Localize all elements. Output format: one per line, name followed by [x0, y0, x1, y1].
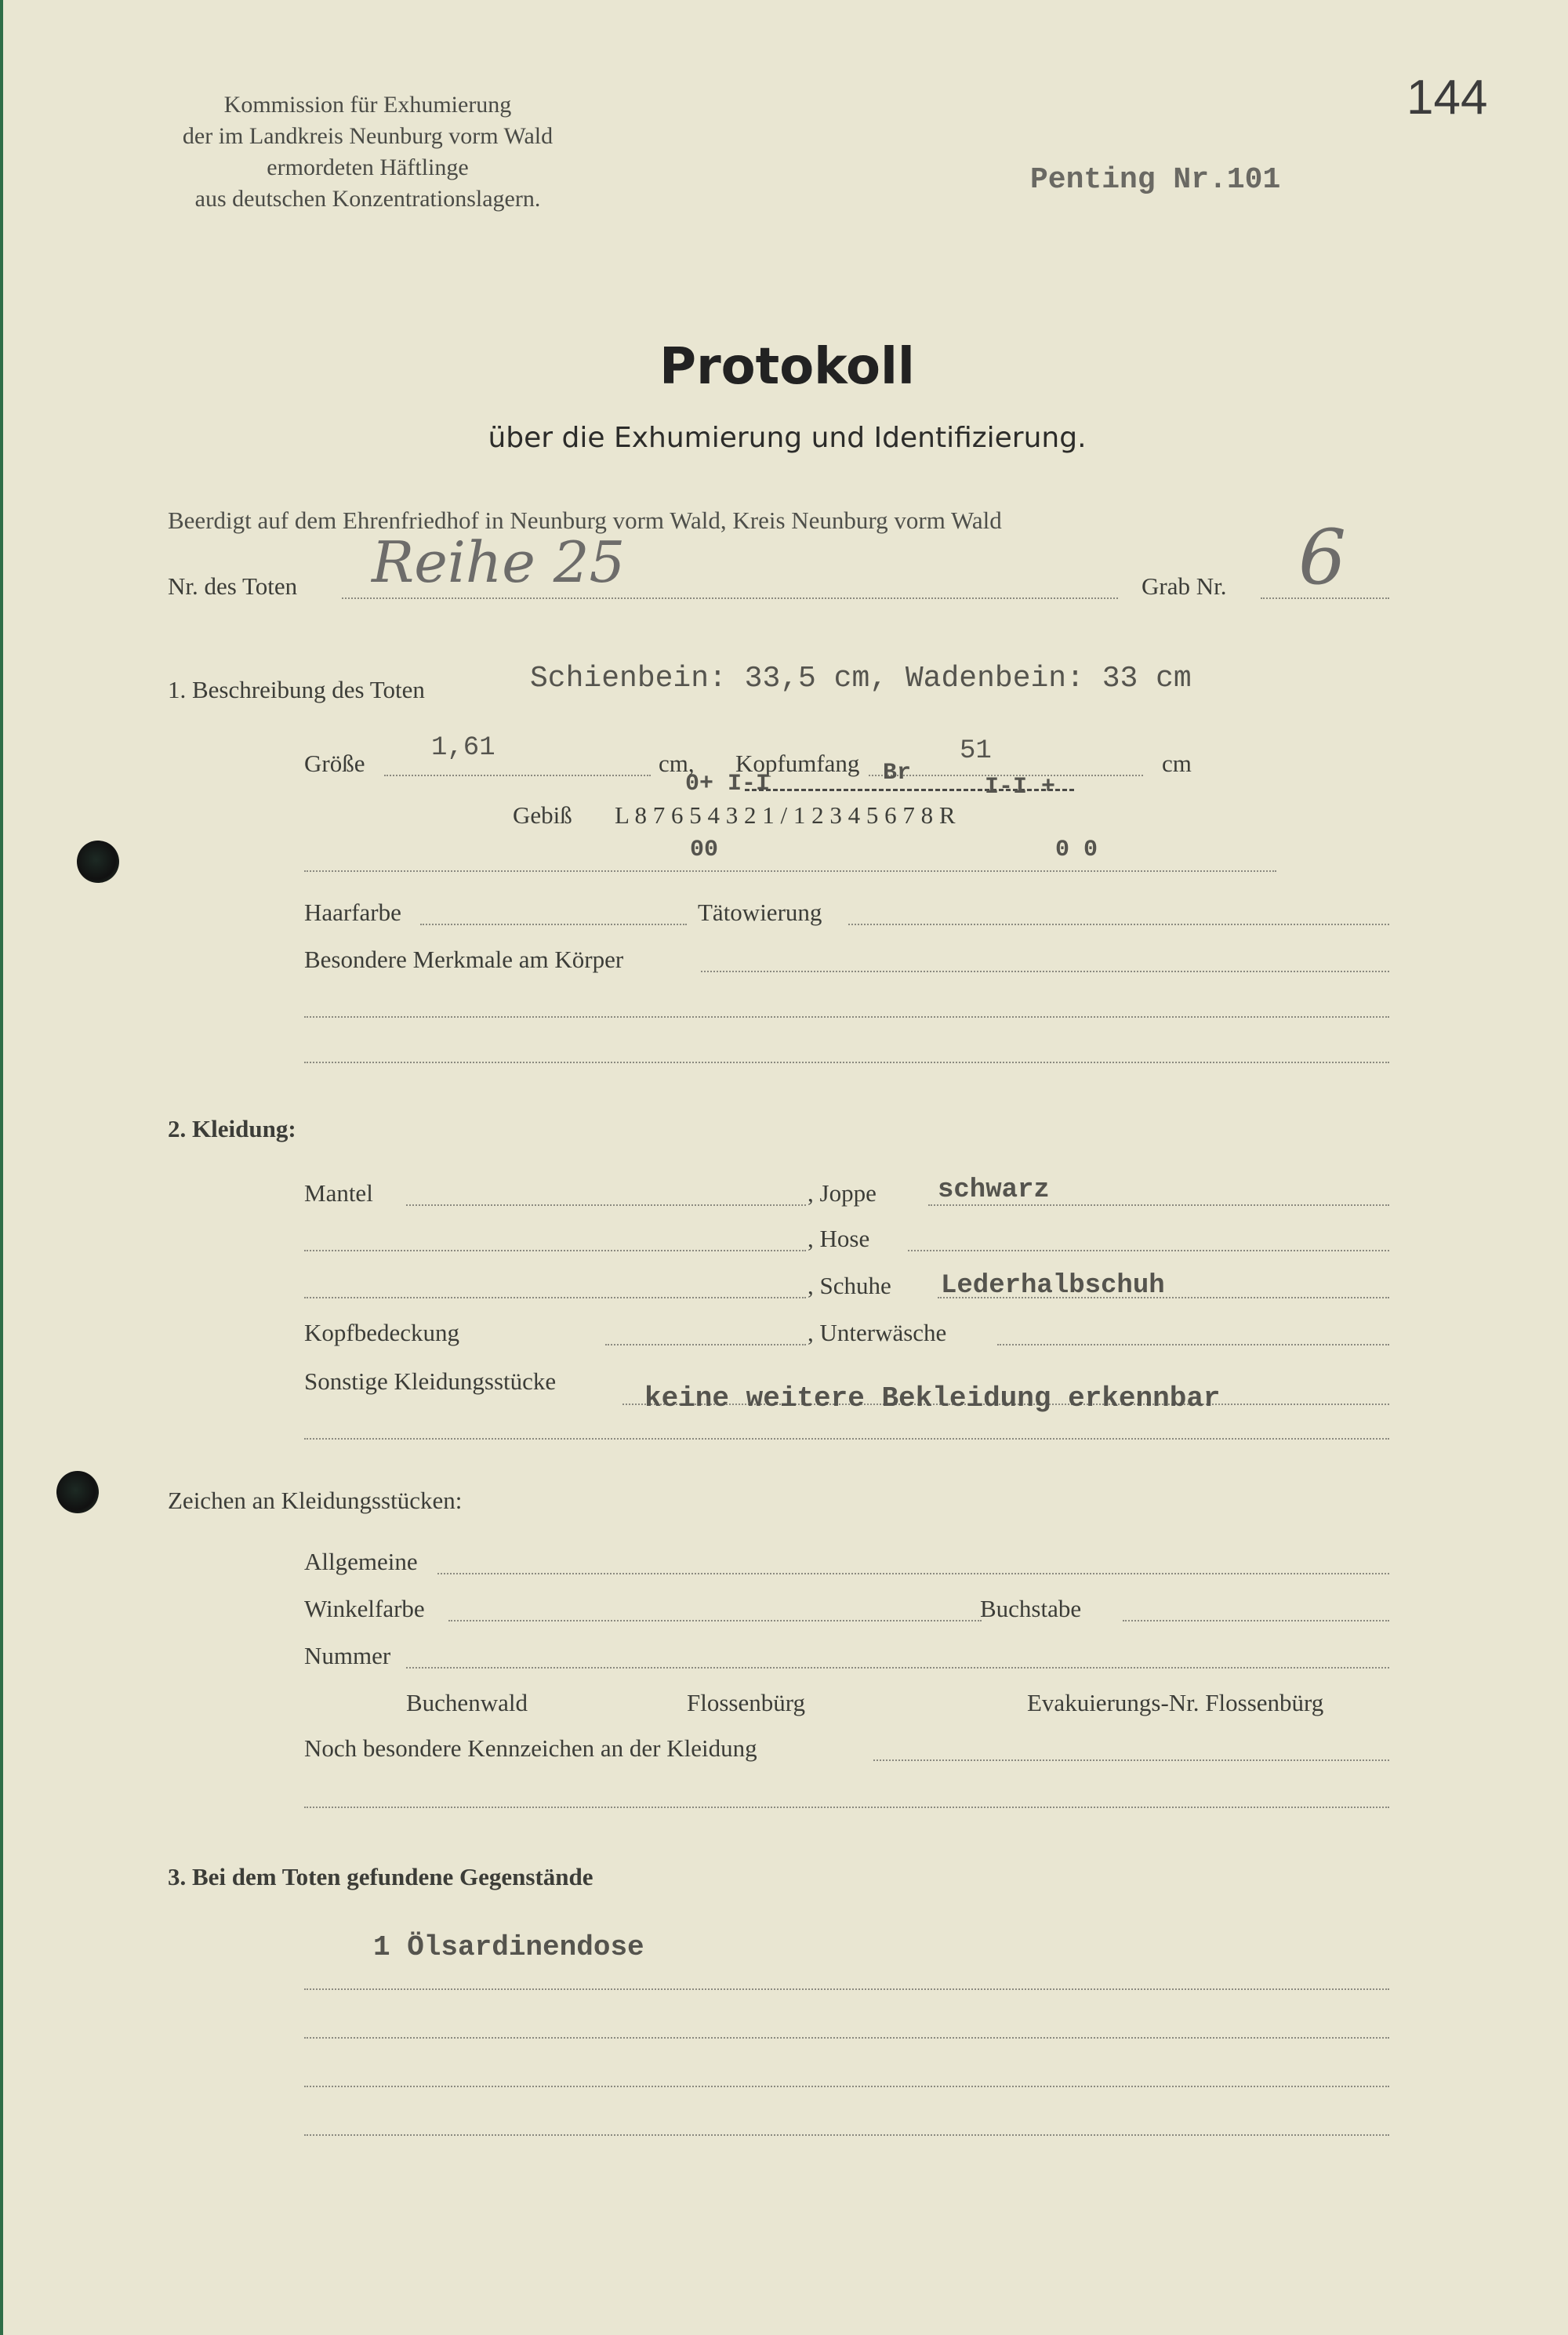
grab-nr-label: Grab Nr. — [1142, 572, 1227, 600]
groesse-label: Größe — [304, 750, 365, 777]
nr-des-toten-label: Nr. des Toten — [168, 572, 298, 600]
mantel-label: Mantel — [304, 1179, 373, 1207]
cm-after-kopfumfang: cm — [1162, 750, 1192, 777]
allgemeine-label: Allgemeine — [304, 1548, 418, 1575]
buchstabe-label: Buchstabe — [980, 1595, 1082, 1622]
noch-kennzeichen-label: Noch besondere Kennzeichen an der Kleidung — [304, 1734, 757, 1762]
grab-nr-value: 6 — [1298, 514, 1347, 601]
merkmale-line-3 — [304, 1062, 1389, 1063]
hose-line — [908, 1250, 1389, 1251]
gebiss-label: Gebiß — [513, 801, 572, 829]
noch-kennzeichen-line-2 — [304, 1807, 1389, 1808]
teeth-upper-right-marks: I-I + — [985, 774, 1056, 801]
sonstige-value: keine weitere Bekleidung erkennbar — [644, 1382, 1221, 1414]
cm-after-groesse: cm, — [659, 750, 695, 777]
kopfumfang-label: Kopfumfang — [735, 750, 860, 777]
page-title: Protokoll — [659, 338, 915, 396]
mantel-line — [406, 1204, 806, 1206]
section1-heading: 1. Beschreibung des Toten — [168, 676, 425, 703]
winkelfarbe-label: Winkelfarbe — [304, 1595, 425, 1622]
teeth-lower-left-marks: 00 — [690, 837, 719, 863]
merkmale-line — [701, 971, 1389, 972]
gebiss-underline — [304, 870, 1276, 872]
unterwaesche-label: , Unterwäsche — [808, 1319, 947, 1346]
section2-heading: 2. Kleidung: — [168, 1115, 296, 1142]
punch-hole-top — [77, 841, 119, 883]
gebiss-teeth-numbers: L 8 7 6 5 4 3 2 1 / 1 2 3 4 5 6 7 8 R — [615, 801, 956, 829]
commission-line-4: aus deutschen Konzentrationslagern. — [194, 186, 541, 212]
merkmale-label: Besondere Merkmale am Körper — [304, 946, 624, 973]
commission-header — [152, 89, 583, 215]
commission-line-1: Kommission für Exhumierung — [223, 92, 512, 118]
nr-des-toten-value: Reihe 25 — [372, 529, 626, 595]
burial-place-line: Beerdigt auf dem Ehrenfriedhof in Neunburg vorm Wald, Kreis Neunburg vorm Wald — [168, 507, 1002, 534]
hose-blank-line — [304, 1250, 806, 1251]
evakuierung-label: Evakuierungs-Nr. Flossenbürg — [1027, 1689, 1324, 1716]
section3-heading: 3. Bei dem Toten gefundene Gegenstände — [168, 1863, 593, 1890]
commission-line-2: der im Landkreis Neunburg vorm Wald — [182, 123, 554, 149]
nummer-label: Nummer — [304, 1642, 391, 1669]
penting-stamp: Penting Nr.101 — [1030, 163, 1281, 197]
allgemeine-line — [437, 1573, 1389, 1574]
kopfbedeckung-line — [605, 1344, 806, 1345]
hose-label: , Hose — [808, 1225, 870, 1252]
joppe-label: , Joppe — [808, 1179, 877, 1207]
zeichen-heading: Zeichen an Kleidungsstücken: — [168, 1487, 463, 1514]
commission-line-3: ermordeten Häftlinge — [267, 154, 469, 180]
haarfarbe-label: Haarfarbe — [304, 899, 401, 926]
items-line-3 — [304, 2086, 1389, 2087]
sonstige-line-2 — [304, 1438, 1389, 1440]
merkmale-line-2 — [304, 1016, 1389, 1018]
schuhe-value: Lederhalbschuh — [941, 1271, 1165, 1301]
groesse-line — [384, 775, 651, 776]
teeth-upper-bridge: Br — [883, 760, 912, 786]
kopfumfang-value: 51 — [960, 736, 992, 766]
groesse-value: 1,61 — [431, 733, 495, 763]
nummer-line — [406, 1667, 1389, 1669]
winkelfarbe-line — [448, 1620, 982, 1621]
haarfarbe-line — [420, 924, 687, 925]
items-line-2 — [304, 2037, 1389, 2039]
noch-kennzeichen-line — [873, 1759, 1389, 1761]
taetowierung-label: Tätowierung — [698, 899, 822, 926]
teeth-lower-right-marks: 0 0 — [1055, 837, 1098, 863]
taetowierung-line — [848, 924, 1389, 925]
nr-des-toten-line — [342, 597, 1118, 599]
unterwaesche-line — [997, 1344, 1389, 1345]
teeth-upper-left-marks: 0+ I-I — [685, 771, 771, 797]
flossenbuerg-label: Flossenbürg — [687, 1689, 806, 1716]
schuhe-label: , Schuhe — [808, 1272, 891, 1299]
description-value: Schienbein: 33,5 cm, Wadenbein: 33 cm — [530, 662, 1192, 695]
punch-hole-bottom — [56, 1471, 99, 1513]
sonstige-label: Sonstige Kleidungsstücke — [304, 1367, 557, 1395]
found-item-value: 1 Ölsardinendose — [373, 1931, 644, 1963]
page-number: 144 — [1406, 71, 1488, 125]
schuhe-blank-line — [304, 1297, 806, 1298]
joppe-value: schwarz — [938, 1175, 1050, 1205]
items-line-4 — [304, 2134, 1389, 2136]
items-line-1 — [304, 1988, 1389, 1990]
kopfbedeckung-label: Kopfbedeckung — [304, 1319, 459, 1346]
buchstabe-line — [1123, 1620, 1389, 1621]
buchenwald-label: Buchenwald — [406, 1689, 528, 1716]
page-subtitle: über die Exhumierung und Identifizierung. — [488, 422, 1087, 454]
